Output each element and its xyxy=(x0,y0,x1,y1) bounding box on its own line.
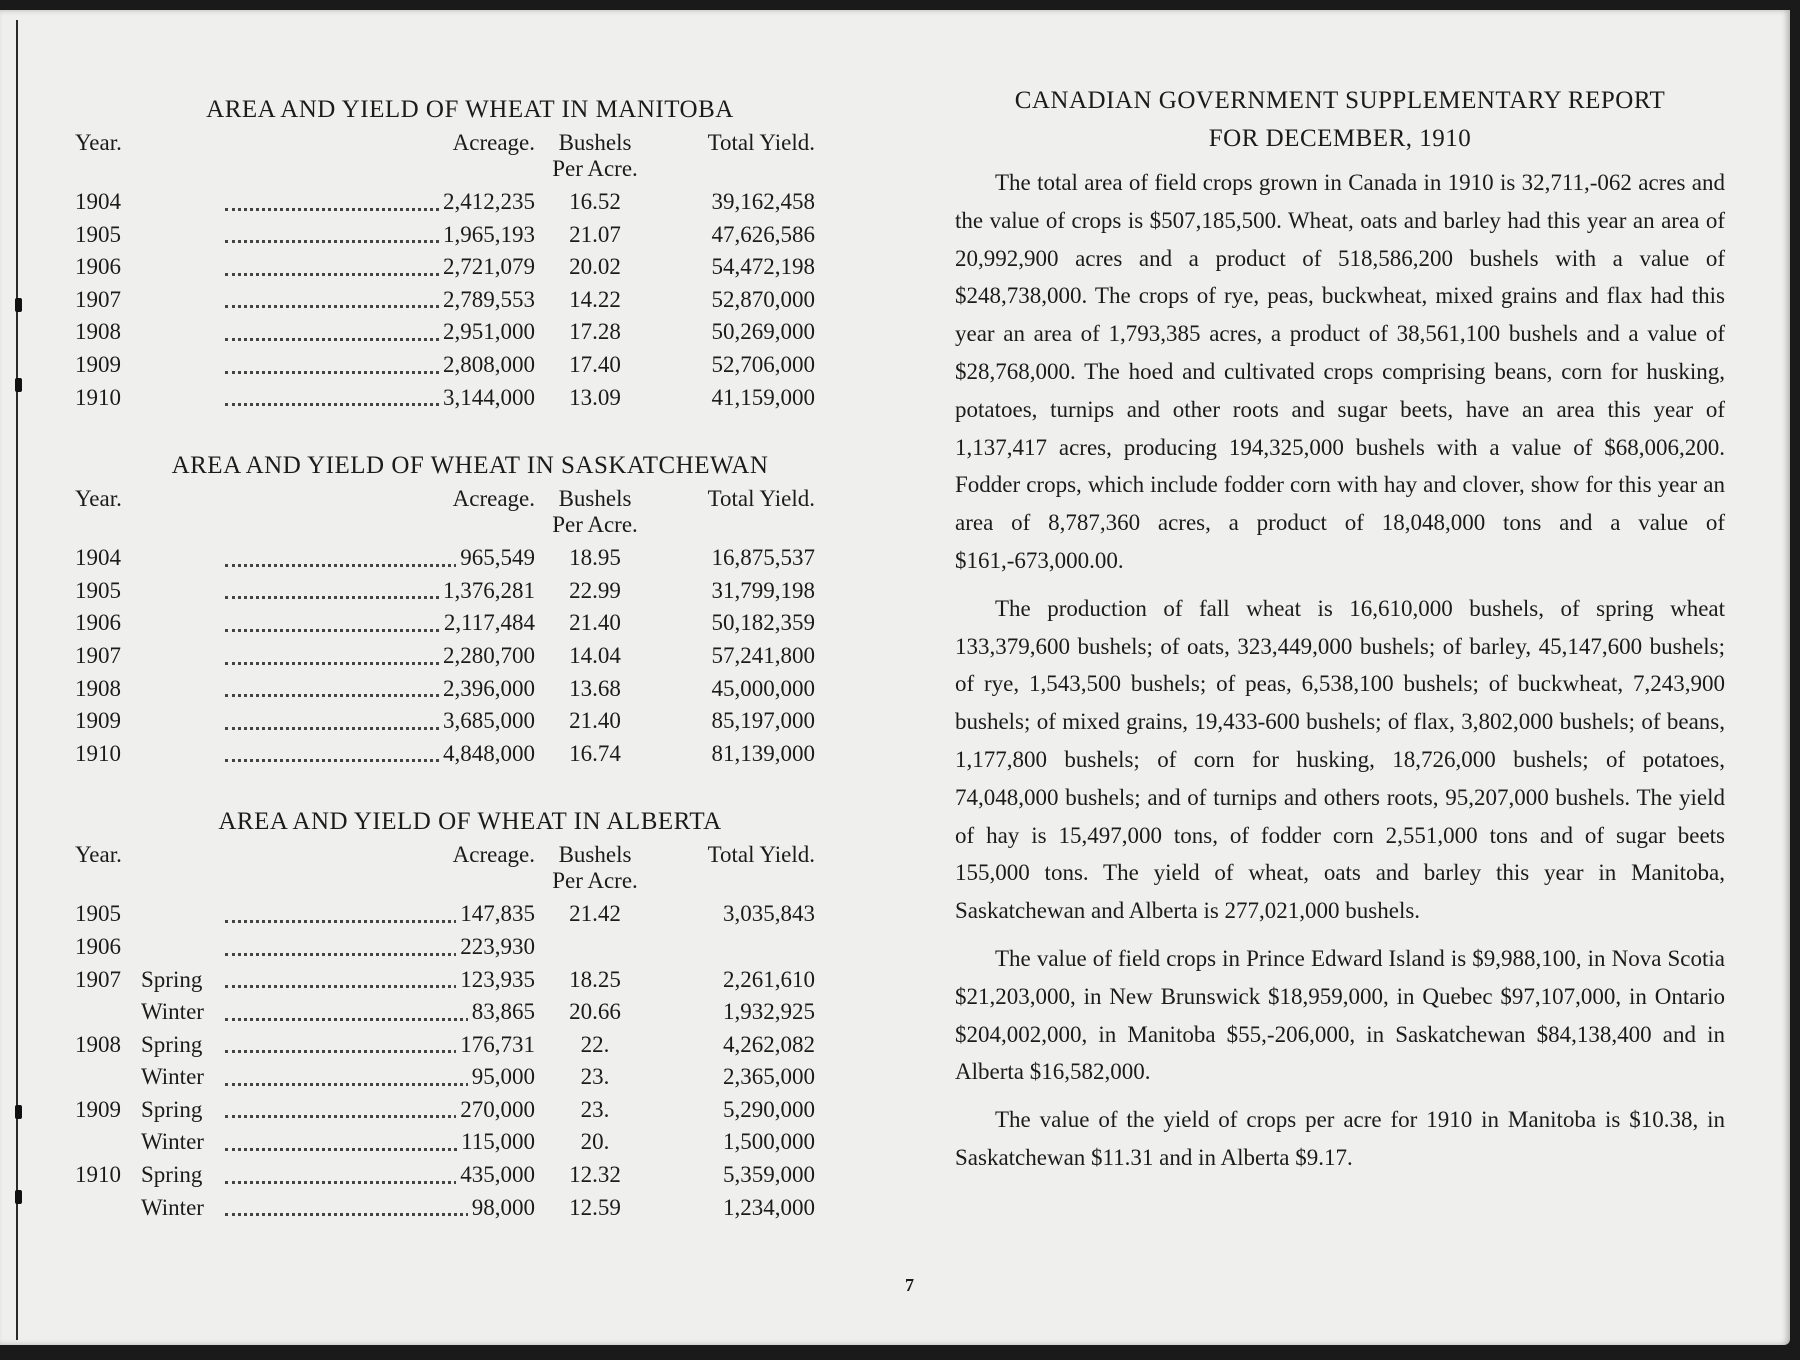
manitoba-title: AREA AND YIELD OF WHEAT IN MANITOBA xyxy=(206,96,734,123)
bushels-cell: 20.02 xyxy=(569,254,621,280)
report-title-line-1: CANADIAN GOVERNMENT SUPPLEMENTARY REPORT xyxy=(1014,87,1666,114)
acreage-value: 2,951,000 xyxy=(439,319,535,344)
manitoba-header xyxy=(75,130,865,156)
total-yield-cell: 39,162,458 xyxy=(711,189,815,214)
acreage-cell xyxy=(225,316,535,349)
acreage-value: 965,549 xyxy=(456,545,535,570)
table-row xyxy=(75,1094,865,1127)
year-cell: 1907 xyxy=(75,966,121,992)
bushels-cell: 12.32 xyxy=(569,1162,621,1188)
table-row xyxy=(75,542,865,575)
year-cell: 1904 xyxy=(75,189,121,214)
acreage-header: Acreage. xyxy=(452,842,535,868)
page-number: 7 xyxy=(905,1275,914,1295)
acreage-value: 1,376,281 xyxy=(439,578,535,603)
acreage-cell xyxy=(225,996,535,1029)
year-cell: 1909 xyxy=(75,708,121,734)
year-cell: 1908 xyxy=(75,675,121,701)
acreage-value: 123,935 xyxy=(456,967,535,992)
bushels-cell: 16.74 xyxy=(569,740,621,766)
acreage-cell xyxy=(225,575,535,608)
year-cell: 1909 xyxy=(75,1096,121,1122)
year-header: Year. xyxy=(75,130,122,155)
acreage-value: 2,808,000 xyxy=(439,352,535,377)
table-row xyxy=(75,219,865,252)
alberta-header-2 xyxy=(75,868,865,894)
acreage-value: 3,685,000 xyxy=(439,708,535,733)
total-yield-cell: 52,706,000 xyxy=(711,351,815,377)
report-paragraph: The total area of field crops grown in Canada in 1910 is 32,711,-062 acres and the value of crops is $507,185,500. Wheat, oats and barley had this year an area of 20,992,900 acres and a product of 518,586,200 bushels with a value of $248,738,000. The crops of rye, peas, buckwheat, mixed grains and flax had this year an area of 1,793,385 acres, a product of 38,561,100 bushels and a value of $28,768,000. The hoed and cultivated crops comprising beans, corn for husking, potatoes, turnips and other roots and sugar beets, have an area this year of 1,137,417 acres, producing 194,325,000 bushels with a value of $68,006,200. Fodder crops, which include fodder corn with hay and clover, show for this year an area of 8,787,360 acres, a product of 18,048,000 tons and a value of $161,-673,000.00. xyxy=(955,170,1725,573)
year-cell: 1910 xyxy=(75,740,121,766)
acreage-value: 2,412,235 xyxy=(439,189,535,214)
total-yield-cell: 2,365,000 xyxy=(723,1064,815,1090)
bushels-cell: 21.40 xyxy=(569,708,621,734)
total-yield-cell: 52,870,000 xyxy=(711,286,815,312)
acreage-header: Acreage. xyxy=(452,486,535,512)
table-row xyxy=(75,898,865,931)
acreage-value: 270,000 xyxy=(456,1097,535,1122)
season-cell: Winter xyxy=(141,1129,204,1155)
table-row xyxy=(75,738,865,771)
total-yield-header: Total Yield. xyxy=(707,130,815,155)
year-cell: 1908 xyxy=(75,319,121,345)
report-paragraph: The production of fall wheat is 16,610,000 bushels, of spring wheat 133,379,600 bushels; of oats, 323,449,000 bushels; of barley, 45,147,600 bushels; of rye, 1,543,500 bushels; of peas, 6,538,100 bushels; of buckwheat, 7,243,900 bushels; of mixed grains, 19,433-600 bushels; of flax, 3,802,000 bushels; of beans, 1,177,800 bushels; of corn for husking, 18,726,000 bushels; of potatoes, 74,048,000 bushels; and of turnips and others roots, 95,207,000 bushels. The yield of hay is 15,497,000 tons, of fodder corn 2,551,000 tons and of sugar beets 155,000 tons. The yield of wheat, oats and barley this year in Manitoba, Saskatchewan and Alberta is 277,021,000 bushels. xyxy=(955,595,1725,924)
season-cell: Spring xyxy=(141,966,203,992)
per-acre-header: Per Acre. xyxy=(552,512,638,538)
table-row xyxy=(75,1126,865,1159)
table-row xyxy=(75,1192,865,1225)
total-yield-cell: 4,262,082 xyxy=(723,1031,815,1057)
report-paragraph: The value of field crops in Prince Edward Island is $9,988,100, in Nova Scotia $21,203,000, in New Brunswick $18,959,000, in Quebec $97,107,000, in Ontario $204,002,000, in Manitoba $55,-206,000, in Saskatchewan $84,138,400 and in Alberta $16,582,000. xyxy=(955,945,1725,1085)
acreage-cell xyxy=(225,931,535,964)
total-yield-cell: 2,261,610 xyxy=(723,966,815,992)
acreage-value: 2,721,079 xyxy=(439,254,535,279)
acreage-value: 2,280,700 xyxy=(439,643,535,668)
total-yield-cell: 5,290,000 xyxy=(723,1096,815,1122)
table-row xyxy=(75,316,865,349)
page xyxy=(0,10,1790,1345)
bushels-cell: 21.07 xyxy=(569,221,621,247)
year-cell: 1905 xyxy=(75,221,121,247)
acreage-cell xyxy=(225,1159,535,1192)
year-cell: 1909 xyxy=(75,351,121,377)
total-yield-cell: 81,139,000 xyxy=(711,740,815,766)
total-yield-cell: 1,932,925 xyxy=(723,999,815,1025)
saskatchewan-title: AREA AND YIELD OF WHEAT IN SASKATCHEWAN xyxy=(171,452,769,480)
table-row xyxy=(75,640,865,673)
binding-line xyxy=(16,20,18,1340)
acreage-value: 1,965,193 xyxy=(439,222,535,247)
season-cell: Spring xyxy=(141,1031,203,1057)
year-cell: 1907 xyxy=(75,642,121,668)
total-yield-cell: 57,241,800 xyxy=(711,642,815,668)
manitoba-header-2 xyxy=(75,156,865,182)
saskatchewan-header xyxy=(75,486,865,512)
year-cell: 1904 xyxy=(75,545,121,571)
total-yield-cell: 1,500,000 xyxy=(723,1129,815,1155)
per-acre-header: Per Acre. xyxy=(552,868,638,894)
table-row xyxy=(75,931,865,964)
total-yield-header: Total Yield. xyxy=(707,486,815,512)
alberta-header xyxy=(75,842,865,868)
bushels-cell: 17.40 xyxy=(569,351,621,377)
acreage-value: 83,865 xyxy=(468,999,535,1024)
right-column xyxy=(955,82,1725,1187)
table-row xyxy=(75,284,865,317)
season-cell: Spring xyxy=(141,1162,203,1188)
total-yield-cell: 45,000,000 xyxy=(711,675,815,701)
table-row xyxy=(75,964,865,997)
table-row xyxy=(75,1029,865,1062)
season-cell: Winter xyxy=(141,999,204,1025)
acreage-cell xyxy=(225,607,535,640)
acreage-cell xyxy=(225,219,535,252)
acreage-value: 176,731 xyxy=(456,1032,535,1057)
acreage-value: 95,000 xyxy=(468,1064,535,1089)
table-row xyxy=(75,607,865,640)
binding-mark xyxy=(15,1105,22,1119)
year-header: Year. xyxy=(75,486,122,512)
season-cell: Winter xyxy=(141,1064,204,1090)
total-yield-cell: 1,234,000 xyxy=(723,1194,815,1220)
acreage-value: 223,930 xyxy=(456,934,535,959)
year-cell: 1908 xyxy=(75,1031,121,1057)
bushels-cell: 23. xyxy=(580,1064,610,1090)
bushels-cell: 21.42 xyxy=(569,901,621,927)
bushels-cell: 20. xyxy=(580,1129,610,1155)
bushels-cell: 22.99 xyxy=(569,577,621,603)
total-yield-cell: 41,159,000 xyxy=(711,384,815,410)
table-row xyxy=(75,1061,865,1094)
total-yield-cell: 50,182,359 xyxy=(711,610,815,636)
bushels-cell: 23. xyxy=(580,1096,610,1122)
acreage-value: 147,835 xyxy=(456,901,535,926)
acreage-value: 3,144,000 xyxy=(439,385,535,410)
binding-mark xyxy=(15,298,22,312)
bushels-cell: 18.95 xyxy=(569,545,621,571)
year-cell: 1906 xyxy=(75,254,121,280)
year-cell: 1907 xyxy=(75,286,121,312)
saskatchewan-table xyxy=(75,542,865,770)
total-yield-cell: 31,799,198 xyxy=(711,577,815,603)
table-row xyxy=(75,996,865,1029)
year-cell: 1905 xyxy=(75,577,121,603)
report-title-line-2: FOR DECEMBER, 1910 xyxy=(1208,125,1472,152)
year-header: Year. xyxy=(75,842,122,868)
acreage-value: 2,789,553 xyxy=(439,287,535,312)
acreage-cell xyxy=(225,1094,535,1127)
bushels-cell: 16.52 xyxy=(569,189,621,214)
acreage-cell xyxy=(225,705,535,738)
acreage-cell xyxy=(225,964,535,997)
bushels-cell: 18.25 xyxy=(569,966,621,992)
season-cell: Spring xyxy=(141,1096,203,1122)
table-row xyxy=(75,186,865,219)
acreage-cell xyxy=(225,382,535,415)
left-column xyxy=(75,82,865,1224)
year-cell: 1910 xyxy=(75,1162,121,1188)
saskatchewan-header-2 xyxy=(75,512,865,538)
bushels-header: Bushels xyxy=(558,842,632,868)
alberta-table xyxy=(75,898,865,1224)
bushels-cell: 13.09 xyxy=(569,384,621,410)
acreage-cell xyxy=(225,284,535,317)
acreage-cell xyxy=(225,673,535,706)
binding-mark xyxy=(15,1190,22,1204)
total-yield-cell: 50,269,000 xyxy=(711,319,815,345)
acreage-cell xyxy=(225,1126,535,1159)
year-cell: 1906 xyxy=(75,610,121,636)
acreage-cell xyxy=(225,186,535,219)
bushels-cell: 14.22 xyxy=(569,286,621,312)
acreage-cell xyxy=(225,542,535,575)
bushels-cell: 21.40 xyxy=(569,610,621,636)
acreage-value: 2,396,000 xyxy=(439,676,535,701)
bushels-cell: 13.68 xyxy=(569,675,621,701)
table-row xyxy=(75,382,865,415)
alberta-title: AREA AND YIELD OF WHEAT IN ALBERTA xyxy=(218,808,722,836)
report-paragraph: The value of the yield of crops per acre for 1910 in Manitoba is $10.38, in Saskatchewan $11.31 and in Alberta $9.17. xyxy=(955,1107,1725,1170)
acreage-value: 98,000 xyxy=(468,1195,535,1220)
bushels-header: Bushels xyxy=(558,130,632,155)
acreage-value: 435,000 xyxy=(456,1162,535,1187)
bushels-cell: 12.59 xyxy=(569,1194,621,1220)
season-cell: Winter xyxy=(141,1194,204,1220)
acreage-cell xyxy=(225,1061,535,1094)
bushels-cell: 20.66 xyxy=(569,999,621,1025)
bushels-cell: 14.04 xyxy=(569,642,621,668)
acreage-cell xyxy=(225,738,535,771)
table-row xyxy=(75,575,865,608)
acreage-value: 2,117,484 xyxy=(440,610,535,635)
bushels-header: Bushels xyxy=(558,486,632,512)
per-acre-header: Per Acre. xyxy=(552,156,638,181)
year-cell: 1910 xyxy=(75,384,121,410)
manitoba-table xyxy=(75,186,865,414)
acreage-cell xyxy=(225,898,535,931)
total-yield-header: Total Yield. xyxy=(707,842,815,868)
acreage-value: 4,848,000 xyxy=(439,741,535,766)
acreage-header: Acreage. xyxy=(452,130,535,155)
binding-mark xyxy=(15,378,22,392)
table-row xyxy=(75,251,865,284)
acreage-cell xyxy=(225,640,535,673)
total-yield-cell: 47,626,586 xyxy=(711,221,815,247)
acreage-cell xyxy=(225,1192,535,1225)
acreage-cell xyxy=(225,1029,535,1062)
bushels-cell: 22. xyxy=(580,1031,610,1057)
table-row xyxy=(75,1159,865,1192)
total-yield-cell: 54,472,198 xyxy=(711,254,815,280)
acreage-value: 115,000 xyxy=(457,1129,535,1154)
table-row xyxy=(75,705,865,738)
bushels-cell: 17.28 xyxy=(569,319,621,345)
total-yield-cell: 5,359,000 xyxy=(723,1162,815,1188)
year-cell: 1906 xyxy=(75,933,121,959)
total-yield-cell: 16,875,537 xyxy=(711,545,815,571)
table-row xyxy=(75,673,865,706)
total-yield-cell: 3,035,843 xyxy=(723,901,815,927)
table-row xyxy=(75,349,865,382)
total-yield-cell: 85,197,000 xyxy=(711,708,815,734)
acreage-cell xyxy=(225,349,535,382)
acreage-cell xyxy=(225,251,535,284)
year-cell: 1905 xyxy=(75,901,121,927)
